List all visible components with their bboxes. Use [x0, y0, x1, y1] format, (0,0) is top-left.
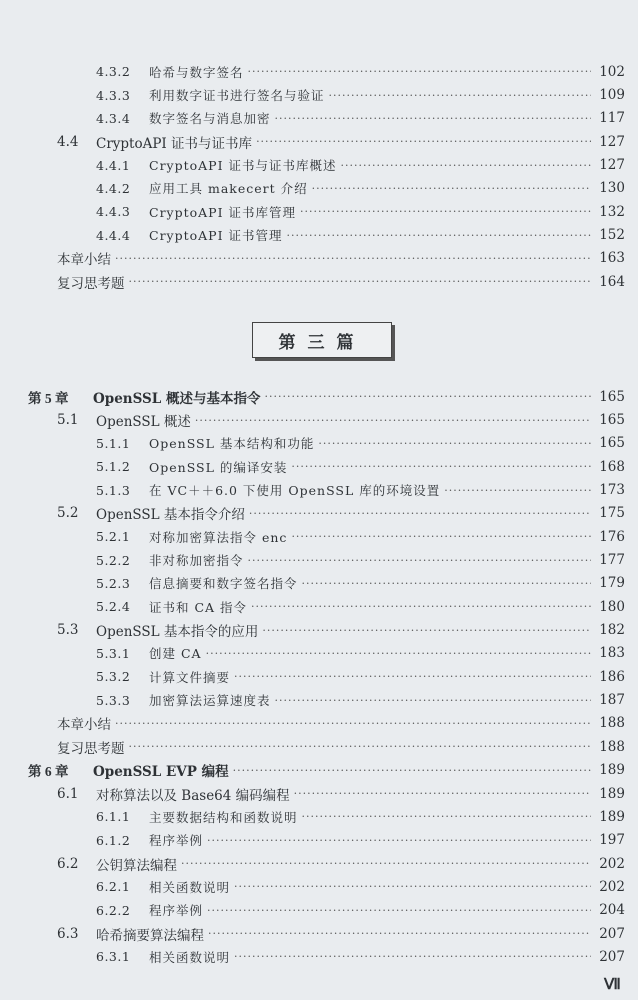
toc-entry[interactable]	[0, 83, 638, 106]
dot-leader	[341, 159, 591, 172]
dot-leader	[312, 182, 591, 195]
entry-title: 复习思考题	[57, 275, 125, 292]
entry-title: 本章小结	[57, 252, 111, 269]
entry-page: 127	[599, 133, 625, 150]
dot-leader	[287, 229, 591, 242]
entry-page: 165	[599, 412, 625, 429]
entry-page: 117	[599, 110, 625, 127]
entry-page: 132	[599, 203, 625, 220]
entry-title: 相关函数说明	[149, 949, 231, 965]
entry-number: 6.3	[57, 925, 79, 942]
entry-title: OpenSSL 基本指令的应用	[96, 624, 259, 641]
entry-page: 173	[599, 482, 625, 499]
entry-title: CryptoAPI 证书与证书库	[96, 135, 253, 152]
entry-title: 公钥算法编程	[96, 857, 177, 874]
entry-title: OpenSSL 概述	[96, 414, 191, 431]
entry-number: 5.1.3	[96, 482, 131, 498]
toc-entry[interactable]	[0, 759, 638, 782]
entry-number: 4.4.2	[96, 180, 131, 196]
toc-entry[interactable]	[0, 385, 638, 408]
entry-page: 165	[599, 435, 625, 452]
entry-title: 哈希摘要算法编程	[96, 927, 204, 944]
entry-title: 复习思考题	[57, 740, 125, 757]
toc-entry[interactable]	[0, 525, 638, 548]
dot-leader	[251, 600, 591, 613]
dot-leader	[206, 647, 591, 660]
toc-entry[interactable]	[0, 432, 638, 455]
entry-number: 6.2.2	[96, 902, 131, 918]
dot-leader	[129, 275, 592, 288]
entry-page: 202	[599, 878, 625, 895]
toc-entry[interactable]	[0, 572, 638, 595]
toc-entry[interactable]	[0, 223, 638, 246]
dot-leader	[233, 764, 591, 777]
dot-leader	[181, 857, 591, 870]
entry-page: 189	[599, 762, 625, 779]
toc-entry[interactable]	[0, 642, 638, 665]
entry-page: 188	[599, 715, 625, 732]
dot-leader	[329, 89, 591, 102]
entry-page: 175	[599, 505, 625, 522]
entry-title: 数字签名与消息加密	[149, 111, 271, 127]
dot-leader	[115, 252, 591, 265]
entry-page: 204	[599, 902, 625, 919]
toc-entry[interactable]	[0, 60, 638, 83]
dot-leader	[256, 135, 591, 148]
dot-leader	[207, 834, 591, 847]
entry-title: 程序举例	[149, 903, 204, 919]
dot-leader	[249, 507, 591, 520]
page-number: Ⅶ	[604, 977, 621, 993]
entry-page: 109	[599, 87, 625, 104]
entry-number: 5.3.3	[96, 692, 131, 708]
entry-page: 207	[599, 925, 625, 942]
entry-page: 177	[599, 552, 625, 569]
toc-entry[interactable]	[0, 502, 638, 525]
dot-leader	[115, 717, 591, 730]
dot-leader	[275, 694, 591, 707]
entry-number: 5.1.2	[96, 459, 131, 475]
dot-leader	[265, 390, 592, 403]
entry-page: 187	[599, 692, 625, 709]
entry-title: CryptoAPI 证书管理	[149, 228, 283, 244]
entry-title: CryptoAPI 证书库管理	[149, 204, 297, 220]
entry-number: 4.3.2	[96, 64, 131, 80]
entry-number: 5.3	[57, 622, 79, 639]
entry-number: 5.2	[57, 505, 79, 522]
entry-number: 6.3.1	[96, 949, 131, 965]
entry-title: 本章小结	[57, 717, 111, 734]
toc-entry[interactable]	[0, 270, 638, 293]
dot-leader	[234, 670, 591, 683]
entry-title: 信息摘要和数字签名指令	[149, 576, 298, 592]
entry-number: 4.4.4	[96, 227, 131, 243]
entry-page: 197	[599, 832, 625, 849]
entry-page: 188	[599, 738, 625, 755]
dot-leader	[302, 810, 591, 823]
toc-entry[interactable]	[0, 945, 638, 968]
toc-entry[interactable]	[0, 548, 638, 571]
dot-leader	[234, 880, 591, 893]
entry-title: 对称算法以及 Base64 编码编程	[96, 787, 290, 804]
dot-leader	[195, 414, 591, 427]
toc-entry[interactable]	[0, 130, 638, 153]
toc-entry[interactable]	[0, 247, 638, 270]
entry-number: 6.1.2	[96, 832, 131, 848]
entry-number: 5.3.1	[96, 645, 131, 661]
entry-number: 5.1.1	[96, 435, 131, 451]
entry-title: 加密算法运算速度表	[149, 693, 271, 709]
toc-entry[interactable]	[0, 107, 638, 130]
toc-entry[interactable]	[0, 595, 638, 618]
toc-entry[interactable]	[0, 665, 638, 688]
toc-entry[interactable]	[0, 455, 638, 478]
entry-number: 6.1	[57, 785, 79, 802]
entry-number: 5.2.4	[96, 599, 131, 615]
entry-page: 183	[599, 645, 625, 662]
entry-number: 5.3.2	[96, 669, 131, 685]
toc-entry[interactable]	[0, 408, 638, 431]
entry-title: 哈希与数字签名	[149, 64, 244, 80]
toc-entry[interactable]	[0, 735, 638, 758]
entry-number: 第 6 章	[28, 764, 69, 780]
dot-leader	[318, 437, 591, 450]
dot-leader	[248, 554, 591, 567]
entry-title: 程序举例	[149, 833, 204, 849]
toc-entry[interactable]	[0, 153, 638, 176]
entry-number: 4.4.1	[96, 157, 131, 173]
dot-leader	[444, 484, 591, 497]
entry-title: 创建 CA	[149, 646, 202, 662]
entry-page: 102	[599, 63, 625, 80]
toc-entry[interactable]	[0, 782, 638, 805]
dot-leader	[291, 460, 591, 473]
entry-title: OpenSSL 概述与基本指令	[93, 390, 261, 407]
toc-entry[interactable]	[0, 618, 638, 641]
dot-leader	[262, 624, 591, 637]
dot-leader	[208, 927, 591, 940]
entry-title: 证书和 CA 指令	[149, 599, 248, 615]
entry-title: 非对称加密指令	[149, 553, 244, 569]
entry-title: 利用数字证书进行签名与验证	[149, 88, 325, 104]
entry-number: 4.3.4	[96, 110, 131, 126]
entry-title: OpenSSL 基本指令介绍	[96, 507, 245, 524]
entry-page: 180	[599, 598, 625, 615]
dot-leader	[129, 740, 592, 753]
toc-entry[interactable]	[0, 899, 638, 922]
entry-page: 163	[599, 250, 625, 267]
entry-page: 182	[599, 622, 625, 639]
entry-page: 179	[599, 575, 625, 592]
entry-title: 主要数据结构和函数说明	[149, 809, 298, 825]
entry-number: 6.2	[57, 855, 79, 872]
entry-page: 168	[599, 458, 625, 475]
dot-leader	[248, 65, 591, 78]
dot-leader	[302, 577, 591, 590]
toc-entry[interactable]	[0, 478, 638, 501]
toc-entry[interactable]	[0, 922, 638, 945]
entry-page: 176	[599, 528, 625, 545]
entry-number: 6.1.1	[96, 809, 131, 825]
entry-number: 5.1	[57, 412, 79, 429]
part-three-banner: 第三篇	[252, 322, 392, 358]
entry-number: 4.3.3	[96, 87, 131, 103]
toc-block-part-three	[0, 385, 638, 969]
dot-leader	[275, 112, 591, 125]
entry-title: OpenSSL EVP 编程	[93, 764, 229, 781]
entry-page: 130	[599, 180, 625, 197]
toc-entry[interactable]	[0, 200, 638, 223]
toc-entry[interactable]	[0, 712, 638, 735]
entry-page: 207	[599, 948, 625, 965]
entry-title: 计算文件摘要	[149, 669, 231, 685]
entry-number: 5.2.1	[96, 529, 131, 545]
entry-title: CryptoAPI 证书与证书库概述	[149, 158, 337, 174]
entry-page: 189	[599, 808, 625, 825]
entry-title: 对称加密算法指令 enc	[149, 529, 288, 545]
entry-number: 4.4.3	[96, 204, 131, 220]
toc-entry[interactable]	[0, 852, 638, 875]
entry-number: 第 5 章	[28, 390, 69, 406]
entry-title: OpenSSL 的编译安装	[149, 459, 288, 475]
entry-number: 4.4	[57, 133, 79, 150]
toc-entry[interactable]	[0, 688, 638, 711]
entry-title: 在 VC＋＋6.0 下使用 OpenSSL 库的环境设置	[149, 483, 441, 499]
entry-page: 164	[599, 273, 625, 290]
entry-number: 6.2.1	[96, 879, 131, 895]
dot-leader	[294, 787, 591, 800]
toc-entry[interactable]	[0, 829, 638, 852]
entry-number: 5.2.2	[96, 552, 131, 568]
toc-entry[interactable]	[0, 177, 638, 200]
entry-page: 186	[599, 668, 625, 685]
dot-leader	[207, 904, 591, 917]
entry-page: 152	[599, 227, 625, 244]
entry-page: 127	[599, 157, 625, 174]
entry-page: 202	[599, 855, 625, 872]
entry-page: 189	[599, 785, 625, 802]
dot-leader	[300, 205, 591, 218]
dot-leader	[234, 950, 591, 963]
entry-title: 相关函数说明	[149, 879, 231, 895]
toc-entry[interactable]	[0, 805, 638, 828]
toc-entry[interactable]	[0, 875, 638, 898]
dot-leader	[291, 530, 591, 543]
toc-block-chapter-4-end	[0, 60, 638, 293]
entry-page: 165	[599, 388, 625, 405]
entry-title: OpenSSL 基本结构和功能	[149, 436, 315, 452]
entry-title: 应用工具 makecert 介绍	[149, 181, 308, 197]
entry-number: 5.2.3	[96, 575, 131, 591]
